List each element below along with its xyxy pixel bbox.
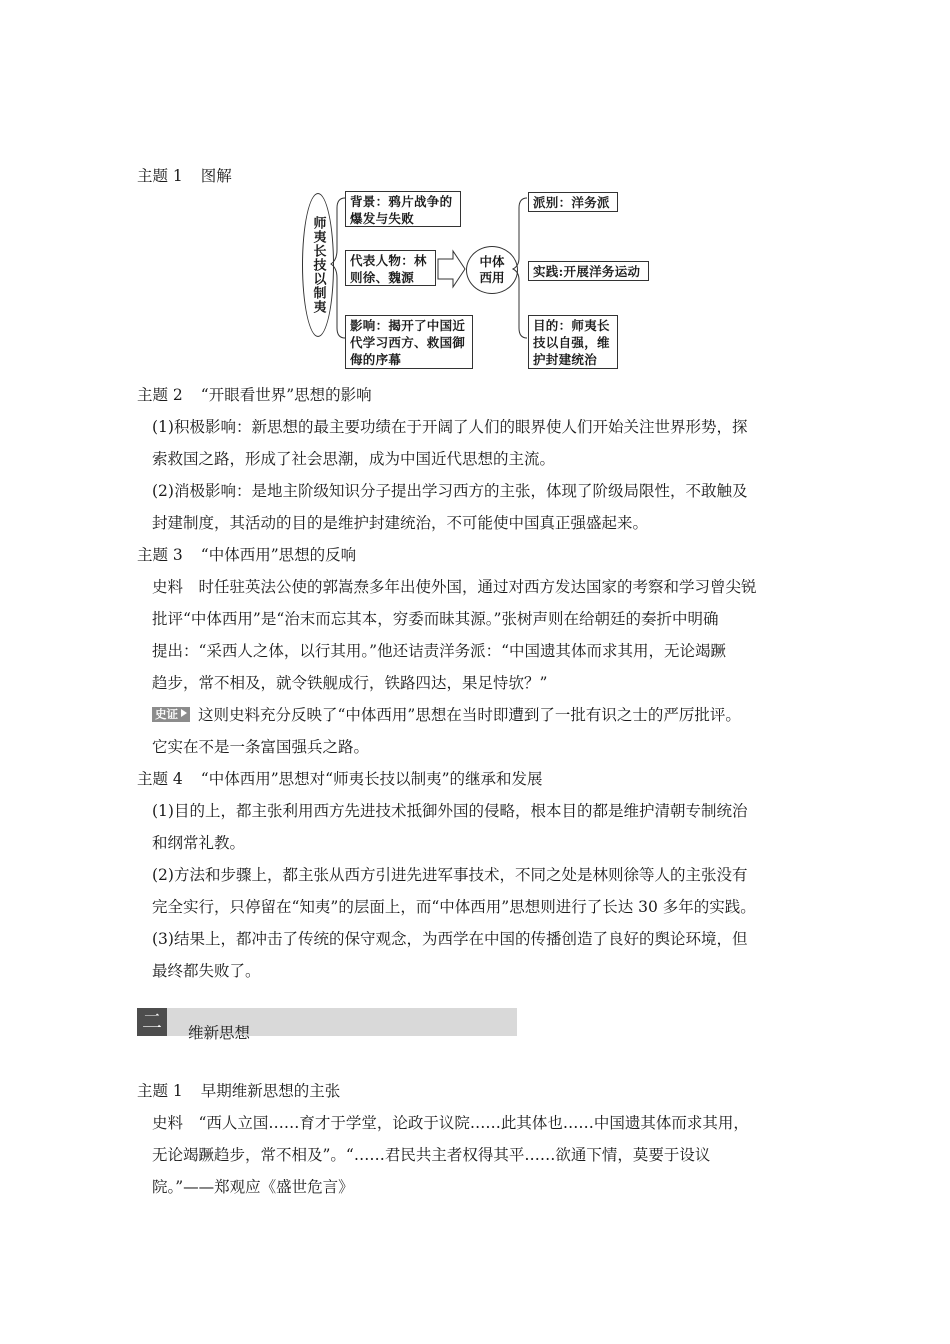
- topic-title: 早期维新思想的主张: [200, 1082, 341, 1100]
- section-number: 二: [137, 1008, 167, 1036]
- faction-box: 派别：洋务派: [528, 192, 618, 212]
- topic-3-heading: [137, 545, 356, 565]
- influence-box: 影响：揭开了中国近代学习西方、救国御侮的序幕: [345, 315, 473, 369]
- topic-2-heading: [137, 385, 372, 405]
- center-circle: 中体西用: [466, 246, 518, 294]
- topic-title: 图解: [200, 167, 232, 185]
- section-title: 维新思想: [188, 1024, 251, 1042]
- paragraph-line: (2)消极影响：是地主阶级知识分子提出学习西方的主张，体现了阶级局限性，不敢触及: [152, 482, 748, 500]
- topic-4-heading: [137, 769, 543, 789]
- paragraph-line: (1)目的上，都主张利用西方先进技术抵御外国的侵略，根本目的都是维护清朝专制统治: [152, 802, 748, 820]
- paragraph-line: (1)积极影响：新思想的最主要功绩在于开阔了人们的眼界使人们开始关注世界形势，探: [152, 418, 748, 436]
- evidence-badge: 史证: [152, 707, 190, 722]
- paragraph-line: 最终都失败了。: [152, 962, 261, 980]
- topic-label: 主题 1: [137, 1082, 183, 1100]
- source-line: 史料 “西人立国……育才于学堂，论政于议院……此其体也……中国遗其体而求其用，: [152, 1114, 749, 1132]
- topic-1-heading: [137, 166, 232, 186]
- paragraph-line: (2)方法和步骤上，都主张从西方引进先进军事技术，不同之处是林则徐等人的主张没有: [152, 866, 748, 884]
- source-line: 批评“中体西用”是“治末而忘其本，穷委而昧其源。”张树声则在给朝廷的奏折中明确: [152, 610, 719, 628]
- arrow-icon: [181, 709, 187, 717]
- practice-box: 实践:开展洋务运动: [528, 261, 649, 281]
- topic-label: 主题 4: [137, 770, 183, 788]
- representatives-box: 代表人物：林则徐、魏源: [345, 250, 436, 286]
- topic-title: “中体西用”思想对“师夷长技以制夷”的继承和发展: [200, 770, 543, 788]
- topic-title: “开眼看世界”思想的影响: [200, 386, 372, 404]
- purpose-box: 目的：师夷长技以自强，维护封建统治: [528, 315, 618, 369]
- paragraph-line: 完全实行，只停留在“知夷”的层面上，而“中体西用”思想则进行了长达 30 多年的实践。: [152, 898, 756, 916]
- paragraph-line: 封建制度，其活动的目的是维护封建统治，不可能使中国真正强盛起来。: [152, 514, 649, 532]
- source-line: 提出：“采西人之体，以行其用。”他还诘责洋务派：“中国遗其体而求其用，无论竭蹶: [152, 642, 727, 660]
- topic-label: 主题 1: [137, 167, 183, 185]
- paragraph-line: (3)结果上，都冲击了传统的保守观念，为西学在中国的传播创造了良好的舆论环境，但: [152, 930, 748, 948]
- concept-diagram: [295, 188, 655, 373]
- source-line: 院。”——郑观应《盛世危言》: [152, 1178, 354, 1196]
- background-box: 背景：鸦片战争的爆发与失败: [345, 191, 461, 227]
- paragraph-line: 索救国之路，形成了社会思潮，成为中国近代思想的主流。: [152, 450, 556, 468]
- evidence-line: 史证 这则史料充分反映了“中体西用”思想在当时即遭到了一批有识之士的严厉批评。: [152, 705, 741, 725]
- evidence-line: 它实在不是一条富国强兵之路。: [152, 738, 370, 756]
- source-line: 无论竭蹶趋步，常不相及”。“……君民共主者权得其平……欲通下情，莫要于设议: [152, 1146, 711, 1164]
- left-topic-ellipse: 师夷长技以制夷: [302, 193, 334, 337]
- topic-5-heading: [137, 1081, 340, 1101]
- source-line: 趋步，常不相及，就令铁舰成行，铁路四达，果足恃欤？”: [152, 674, 548, 692]
- topic-title: “中体西用”思想的反响: [200, 546, 357, 564]
- source-line: 史料 时任驻英法公使的郭嵩焘多年出使外国，通过对西方发达国家的考察和学习曾尖锐: [152, 578, 757, 596]
- topic-label: 主题 2: [137, 386, 183, 404]
- paragraph-line: 和纲常礼教。: [152, 834, 246, 852]
- topic-label: 主题 3: [137, 546, 183, 564]
